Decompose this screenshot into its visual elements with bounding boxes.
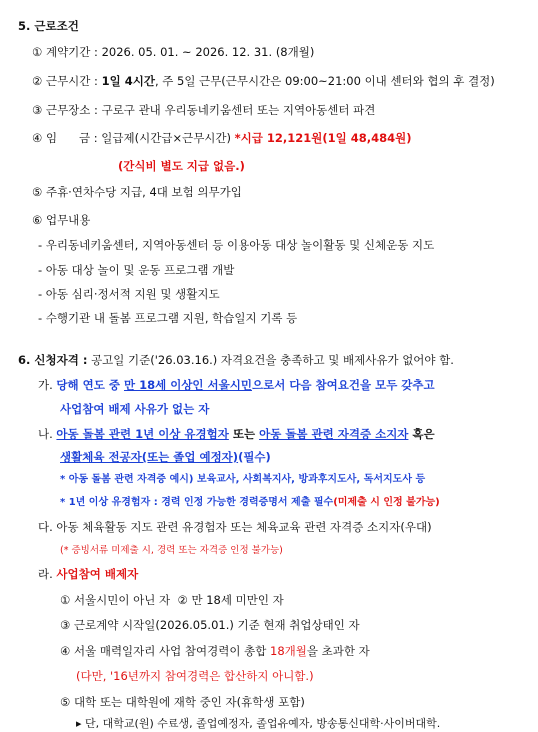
item-label: 임 금 xyxy=(45,131,91,145)
section6-heading xyxy=(18,352,454,368)
ga-text: 으로서 다음 참여요건을 모두 갖추고 xyxy=(251,378,435,392)
item-num: ③ xyxy=(32,103,43,117)
na-underlined: 아동 돌봄 관련 1년 이상 유경험자 xyxy=(56,427,229,441)
ga-underlined: 만 18세 이상인 서울시민 xyxy=(123,378,252,392)
exclusion-4 xyxy=(60,643,370,659)
item-num: ② xyxy=(177,593,188,607)
heading-intro: 공고일 기준('26.03.16.) 자격요건을 충족하고 및 배제사유가 없어야 함. xyxy=(87,353,454,367)
item-num: ⑤ xyxy=(32,185,43,199)
duty-item: - 우리동네키움센터, 지역아동센터 등 이용아동 대상 놀이활동 및 신체운동 지도 xyxy=(38,238,435,252)
exclusion-3 xyxy=(60,617,360,633)
hours-bold: 1일 4시간 xyxy=(101,74,155,88)
item-num: ③ xyxy=(60,618,71,632)
ga-text: 당해 연도 중 xyxy=(56,378,124,392)
contract-period xyxy=(32,44,314,60)
item-num: ④ xyxy=(32,131,43,145)
duty-item: - 아동 심리·정서적 지원 및 생활지도 xyxy=(38,287,220,301)
na-required: (필수) xyxy=(238,450,271,464)
da-text: 아동 체육활동 지도 관련 유경험자 또는 체육교육 관련 자격증 소지자(우대) xyxy=(56,520,432,534)
snack-note: (간식비 별도 지급 없음.) xyxy=(118,159,245,173)
item-mark: 나. xyxy=(38,427,53,441)
experience-note-red: (미제출 시 인정 불가능) xyxy=(333,497,440,508)
duty-item: - 아동 대상 놀이 및 운동 프로그램 개발 xyxy=(38,263,235,277)
wage xyxy=(32,130,412,146)
da-note: (* 증빙서류 미제출 시, 경력 또는 자격증 인정 불가능) xyxy=(60,545,283,556)
item-mark: 라. xyxy=(38,567,53,581)
exclusion-heading xyxy=(38,566,138,582)
duty-item: - 수행기관 내 돌봄 프로그램 지원, 학습일지 기록 등 xyxy=(38,311,298,325)
allowances xyxy=(32,184,242,200)
item-text: 계약기간 : 2026. 05. 01. ~ 2026. 12. 31. (8개월) xyxy=(45,45,315,59)
item-text: 근무장소 : 구로구 관내 우리동네키움센터 또는 지역아동센터 파견 xyxy=(45,103,376,117)
cert-examples-note: * 아동 돌봄 관련 자격증 예시) 보육교사, 사회복지사, 방과후지도사, 독서지도사 등 xyxy=(60,474,426,485)
item-mark: 다. xyxy=(38,520,53,534)
qualification-na xyxy=(38,426,435,442)
exclusion-1-2 xyxy=(60,592,284,608)
section5-heading: 5. 근로조건 xyxy=(18,19,79,33)
qualification-ga xyxy=(38,377,435,393)
na-text: 또는 xyxy=(228,427,260,441)
experience-note-text: * 1년 이상 유경험자 : 경력 인정 가능한 경력증명서 제출 필수 xyxy=(60,497,334,508)
months-red: 18개월 xyxy=(270,644,307,658)
item-text: 주휴·연차수당 지급, 4대 보험 의무가입 xyxy=(45,185,242,199)
exclusion-text: 만 18세 미만인 자 xyxy=(191,593,284,607)
qualification-na-line2 xyxy=(60,449,271,465)
item-num: ⑥ xyxy=(32,213,43,227)
item-text: , 주 5일 근무(근무시간은 09:00~21:00 이내 센터와 협의 후 결정) xyxy=(154,74,495,88)
item-num: ① xyxy=(32,45,43,59)
na-underlined: 아동 돌봄 관련 자격증 소지자 xyxy=(259,427,409,441)
experience-note xyxy=(60,495,440,511)
item-num: ① xyxy=(60,593,71,607)
exclusion-text: 서울시민이 아닌 자 xyxy=(73,593,171,607)
exclusion-text: 을 초과한 자 xyxy=(306,644,370,658)
item-text: 업무내용 xyxy=(45,213,91,227)
work-place xyxy=(32,102,375,118)
item-num: ② xyxy=(32,74,43,88)
qualification-da xyxy=(38,519,432,535)
exclusion-text: 서울 매력일자리 사업 참여경력이 총합 xyxy=(73,644,270,658)
exclusion-title: 사업참여 배제자 xyxy=(56,567,139,581)
na-underlined: 생활체육 전공자(또는 졸업 예정자) xyxy=(60,450,239,464)
exclusion-text: 단, 대학교(원) 수료생, 졸업예정자, 졸업유예자, 방송통신대학·사이버대학. xyxy=(85,717,441,730)
exclusion-text: 대학 또는 대학원에 재학 중인 자(휴학생 포함) xyxy=(73,695,305,709)
item-text: : 일급제(시간급×근무시간) xyxy=(90,131,235,145)
duties-heading xyxy=(32,212,90,228)
exclusion-text: 근로계약 시작일(2026.05.01.) 기준 현재 취업상태인 자 xyxy=(73,618,360,632)
qualification-ga-line2: 사업참여 배제 사유가 없는 자 xyxy=(60,402,210,416)
item-label: 근무시간 : xyxy=(45,74,102,88)
exclusion-5-note xyxy=(76,716,440,732)
bullet-icon: ▸ xyxy=(76,717,82,730)
item-num: ④ xyxy=(60,644,71,658)
na-text: 혹은 xyxy=(408,427,435,441)
heading-label: 6. 신청자격 : xyxy=(18,353,88,367)
hourly-wage: *시급 12,121원(1일 48,484원) xyxy=(234,131,412,145)
work-hours xyxy=(32,73,495,89)
exclusion-4-note: (다만, '16년까지 참여경력은 합산하지 아니함.) xyxy=(76,669,314,683)
exclusion-5 xyxy=(60,694,305,710)
item-num: ⑤ xyxy=(60,695,71,709)
item-mark: 가. xyxy=(38,378,53,392)
